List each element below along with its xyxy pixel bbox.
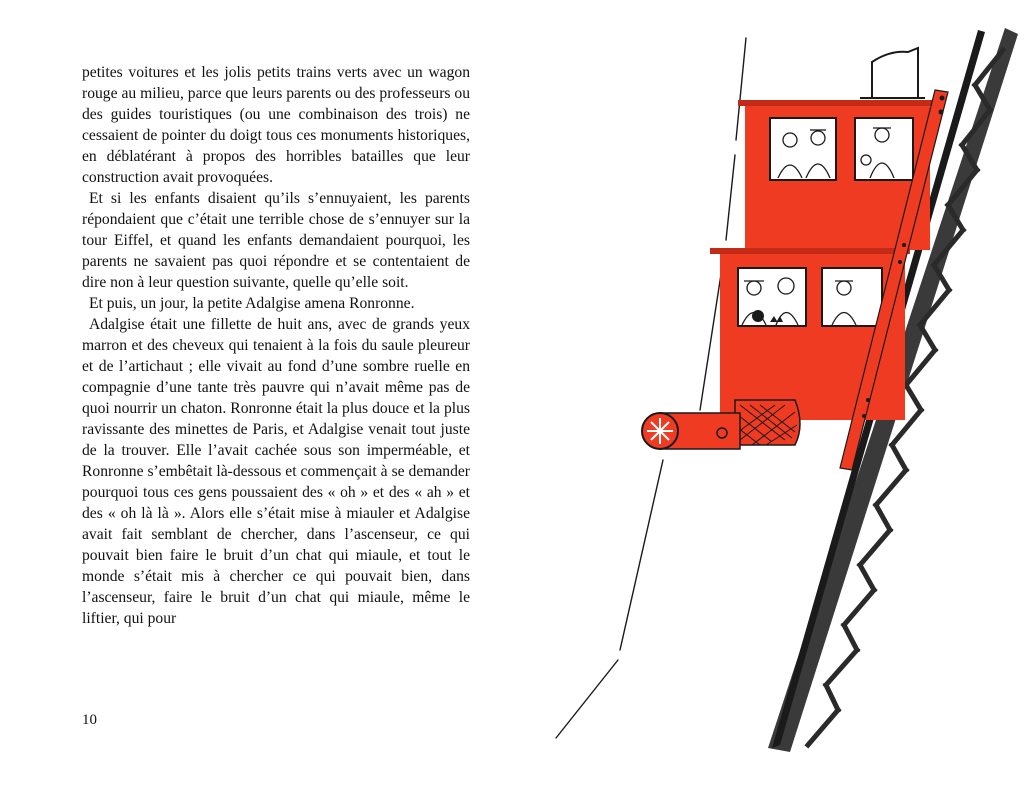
paragraph-4: Adalgise était une fillette de huit ans, avec de grands yeux marron et des cheveux qui tenaient à la fois du saule pleureur et de l’artichaut ; elle vivait au fond d’une sombre ruelle en compagnie d’une tante très pauvre qui n’avait même pas de quoi nourrir un chaton. Ronronne était la plus douce et la plus ravissante des minettes de Paris, et Adalgise venait tout juste de la trouver. Elle l’avait cachée sous son imperméable, et Ronronne s’embêtait là-dessous et commençait à se demander pourquoi tous ces gens poussaient des « oh » et des « ah » et des « oh là là ». Alors elle s’était mise à miauler et Adalgise avait fait semblant de chercher, dans l’ascenseur, ce qui pouvait bien faire le bruit d’un chat qui miaule, et tout le monde s’était mis à chercher ce qui pouvait bien, dans l’ascenseur, faire le bruit d’un chat qui miaule, même le liftier, qui pour	[82, 316, 470, 627]
page-number: 10	[82, 712, 97, 728]
elevator-car	[642, 48, 948, 470]
paragraph-1: petites voitures et les jolis petits trains verts avec un wagon rouge au milieu, parce que leurs parents ou des professeurs ou des guides touristiques (ou une combinaison des trois) ne cessaient de pointer du doigt tous ces monuments historiques, en déblatérant à propos des horribles batailles que leur construction avait provoquées.	[82, 64, 470, 186]
paragraph-3: Et puis, un jour, la petite Adalgise amena Ronronne.	[89, 295, 415, 312]
paragraph-2: Et si les enfants disaient qu’ils s’ennuyaient, les parents répondaient que c’était une terrible chose de s’ennuyer sur la tour Eiffel, et quand les enfants demandaient pourquoi, les parents ne savaient pas quoi répondre et se contentaient de dire non à leur question suivante, quelle qu’elle soit.	[82, 190, 470, 291]
tower-left-edge	[556, 38, 746, 738]
text-page	[82, 62, 470, 629]
elevator-illustration	[540, 20, 1024, 785]
